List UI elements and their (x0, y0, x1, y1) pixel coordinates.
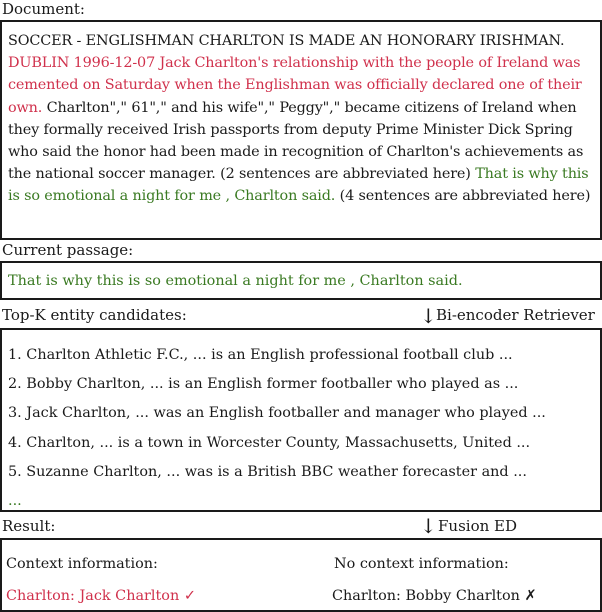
document-tail: (4 sentences are abbreviated here) (339, 188, 591, 205)
candidate-ellipsis: ... (8, 493, 22, 510)
result-box (0, 538, 602, 612)
result-label: Result: (2, 517, 56, 535)
passage-text: That is why this is so emotional a night for me , Charlton said. (8, 273, 463, 289)
candidate-item: 2. Bobby Charlton, ... is an English former footballer who played as ... (8, 376, 519, 393)
candidate-item: 5. Suzanne Charlton, ... was is a British BBC weather forecaster and ... (8, 463, 527, 480)
nocontext-answer (332, 587, 537, 605)
nocontext-answer-text: Charlton: Bobby Charlton (332, 588, 520, 604)
nocontext-label: No context information: (334, 556, 509, 572)
candidates-box (0, 328, 602, 512)
retriever-label: Bi-encoder Retriever (436, 306, 595, 324)
down-arrow-icon: ↓ (420, 304, 437, 328)
candidates-label: Top-K entity candidates: (2, 306, 187, 324)
candidate-item: 1. Charlton Athletic F.C., ... is an English professional football club ... (8, 347, 513, 363)
cross-icon: ✗ (524, 588, 537, 604)
check-icon: ✓ (183, 588, 196, 604)
document-highlight-red: DUBLIN 1996-12-07 Jack Charlton's relationship with the people of Ireland was cemented on Saturday when the Englishman was officially declared one of their own. (8, 55, 582, 116)
document-text (8, 30, 594, 208)
document-highlight-green: That is why this is so emotional a night for me , Charlton said. (8, 166, 589, 205)
candidate-item: 4. Charlton, ... is a town in Worcester County, Massachusetts, United ... (8, 434, 531, 451)
candidate-item: 3. Jack Charlton, ... was an English footballer and manager who played ... (8, 405, 546, 422)
passage-label: Current passage: (2, 241, 134, 259)
context-label: Context information: (6, 556, 158, 572)
fusion-label: Fusion ED (438, 517, 517, 535)
document-box (0, 20, 602, 240)
document-title: SOCCER - ENGLISHMAN CHARLTON IS MADE AN HONORARY IRISHMAN. (8, 33, 565, 49)
context-answer-text: Charlton: Jack Charlton (6, 588, 180, 604)
down-arrow-icon: ↓ (420, 514, 437, 538)
document-label: Document: (2, 0, 85, 18)
passage-box (0, 261, 602, 300)
context-answer (6, 587, 196, 605)
document-body: Charlton"," 61"," and his wife"," Peggy"," became citizens of Ireland when they formally received Irish passports from deputy Prime Minister Dick Spring who said the honor had been made in recognition of Charlton's achievements as the national soccer manager. (2 sentences are abbreviated here) (8, 99, 584, 183)
